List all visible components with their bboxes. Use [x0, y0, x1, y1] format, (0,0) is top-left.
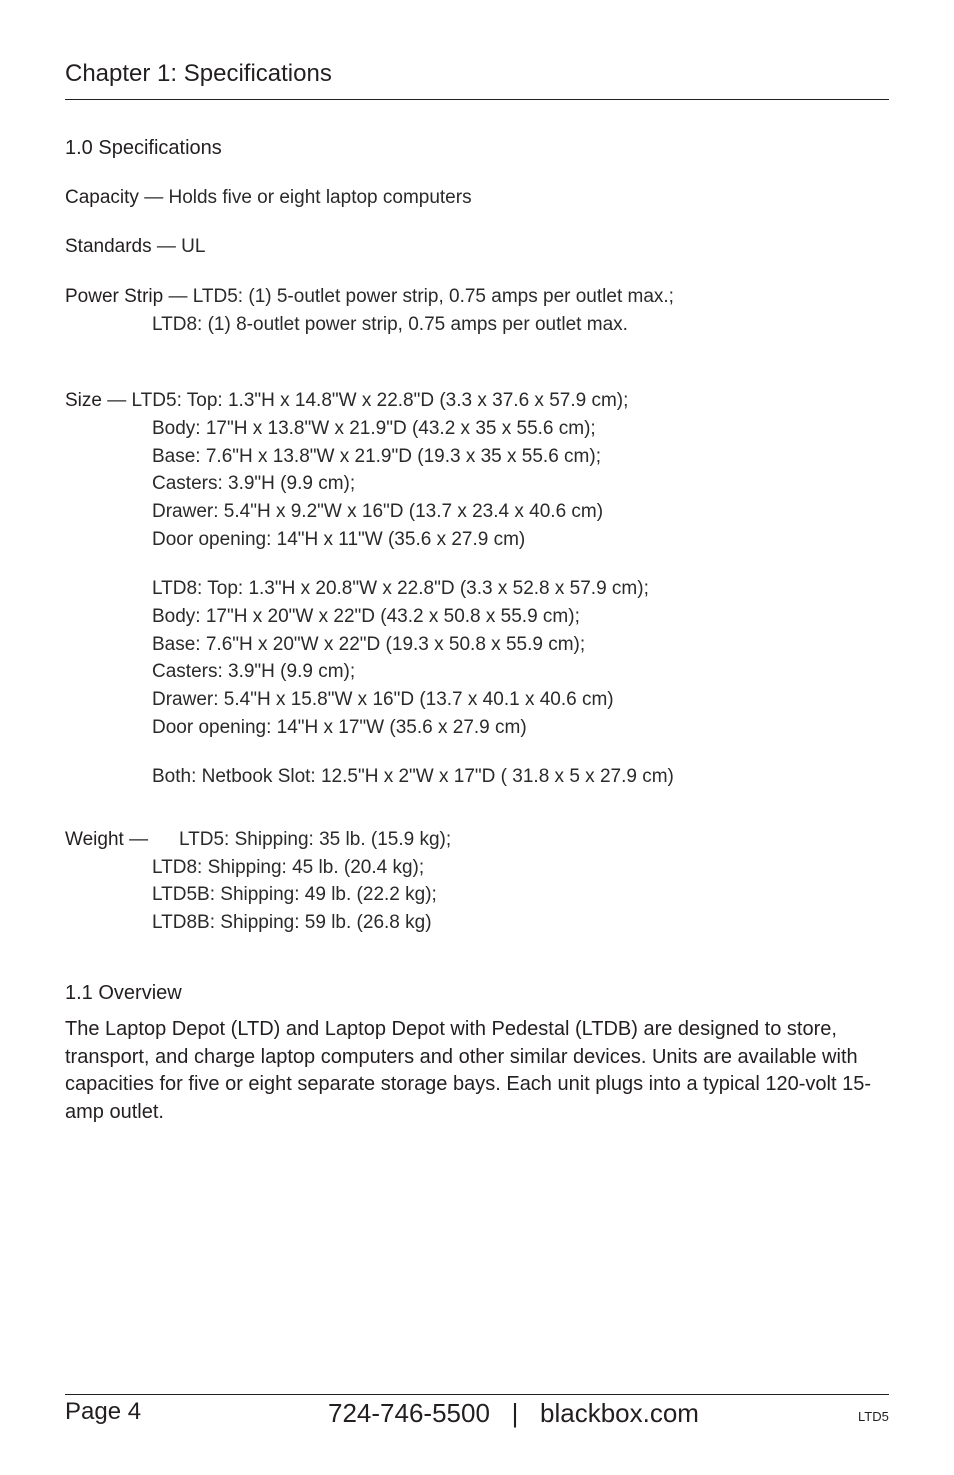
size-line: Body: 17"H x 13.8"W x 21.9"D (43.2 x 35 x 55.6 cm); [152, 418, 596, 439]
size-line: Base: 7.6"H x 13.8"W x 21.9"D (19.3 x 35 x 55.6 cm); [152, 446, 601, 467]
size-line: — LTD5: Top: 1.3"H x 14.8"W x 22.8"D (3.3 x 37.6 x 57.9 cm); [101, 390, 629, 411]
capacity-label: Capacity [65, 187, 139, 208]
capacity-value: — Holds five or eight laptop computers [138, 187, 472, 208]
size-line: LTD8: Top: 1.3"H x 20.8"W x 22.8"D (3.3 x 52.8 x 57.9 cm); [152, 578, 649, 599]
size-spec [65, 390, 628, 412]
weight-line: LTD5B: Shipping: 49 lb. (22.2 kg); [152, 884, 437, 905]
weight-label: Weight — [65, 829, 149, 850]
size-line: Base: 7.6"H x 20"W x 22"D (19.3 x 50.8 x 55.9 cm); [152, 634, 586, 655]
standards-spec [65, 236, 205, 258]
power-strip-line: — LTD5: (1) 5-outlet power strip, 0.75 amps per outlet max.; [163, 286, 674, 307]
overview-heading: 1.1 Overview [65, 982, 182, 1004]
power-strip-spec [65, 286, 674, 308]
size-line: Body: 17"H x 20"W x 22"D (43.2 x 50.8 x 55.9 cm); [152, 606, 580, 627]
size-label: Size [65, 390, 102, 411]
weight-line: LTD8: Shipping: 45 lb. (20.4 kg); [152, 857, 425, 878]
standards-value: — UL [151, 236, 206, 257]
size-line: Door opening: 14"H x 11"W (35.6 x 27.9 cm) [152, 529, 526, 550]
size-line: Both: Netbook Slot: 12.5"H x 2"W x 17"D ( 31.8 x 5 x 27.9 cm) [152, 766, 674, 787]
capacity-spec [65, 187, 472, 209]
weight-line: LTD8B: Shipping: 59 lb. (26.8 kg) [152, 912, 432, 933]
power-strip-label: Power Strip [65, 286, 164, 307]
footer-contact: 724-746-5500 | blackbox.com [328, 1398, 699, 1428]
header-rule [65, 99, 889, 100]
size-line: Drawer: 5.4"H x 9.2"W x 16"D (13.7 x 23.4 x 40.6 cm) [152, 501, 604, 522]
document-code: LTD5 [858, 1409, 889, 1424]
chapter-title: Chapter 1: Specifications [65, 60, 332, 87]
size-line: Casters: 3.9"H (9.9 cm); [152, 473, 356, 494]
size-line: Drawer: 5.4"H x 15.8"W x 16"D (13.7 x 40.1 x 40.6 cm) [152, 689, 614, 710]
page-number: Page 4 [65, 1398, 142, 1425]
power-strip-line: LTD8: (1) 8-outlet power strip, 0.75 amps per outlet max. [152, 314, 628, 335]
overview-paragraph: The Laptop Depot (LTD) and Laptop Depot with Pedestal (LTDB) are designed to store, transport, and charge laptop computers and other similar devices. Units are available with capacities for five or eight separate storage bays. Each unit plugs into a typical 120-volt 15-amp outlet. [65, 1018, 872, 1123]
standards-label: Standards [65, 236, 152, 257]
size-line: Casters: 3.9"H (9.9 cm); [152, 661, 356, 682]
specifications-heading: 1.0 Specifications [65, 137, 222, 159]
size-line: Door opening: 14"H x 17"W (35.6 x 27.9 cm) [152, 717, 527, 738]
footer-rule [65, 1394, 889, 1395]
weight-spec [65, 829, 148, 851]
weight-line: LTD5: Shipping: 35 lb. (15.9 kg); [179, 829, 452, 850]
